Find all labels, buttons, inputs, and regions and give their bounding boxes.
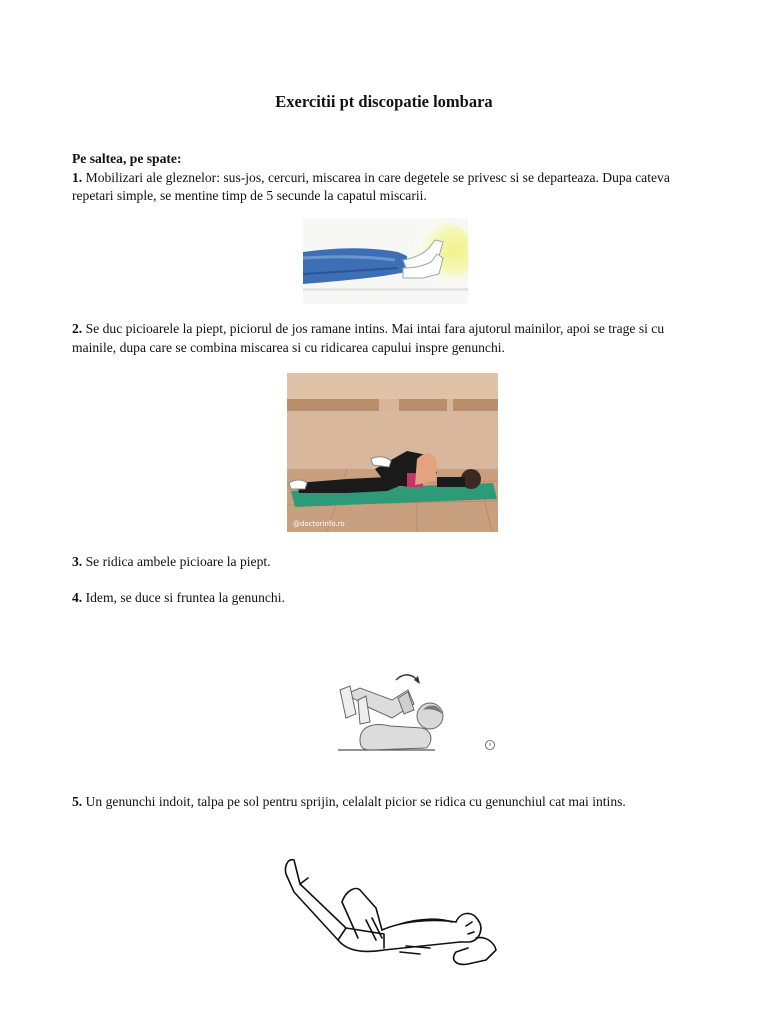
exercise-3-paragraph [72, 553, 702, 572]
exercise-2-paragraph [72, 320, 702, 357]
exercise-4-paragraph [72, 589, 702, 608]
exercise-1-text: Mobilizari ale gleznelor: sus-jos, cercuri, miscarea in care degetele se privesc si se departeaza. Dupa cateva repetari simple, se mentine timp de 5 secunde la capatul miscarii. [72, 169, 670, 203]
exercise-1-paragraph [72, 150, 702, 206]
exercise-3-number: 3. [72, 554, 83, 569]
exercise-5-text: Un genunchi indoit, talpa pe sol pentru sprijin, celalalt picior se ridica cu genunchiul cat mai intins. [85, 794, 626, 809]
exercise-2-photo [287, 373, 498, 532]
exercise-1-illustration [303, 218, 468, 304]
exercise-5-illustration [280, 856, 502, 974]
exercise-1-number: 1. [72, 169, 83, 185]
exercise-3-text: Se ridica ambele picioare la piept. [85, 554, 271, 569]
photo-watermark: @doctorinfo.ro [293, 520, 345, 528]
exercise-2-number: 2. [72, 321, 83, 336]
exercise-5-paragraph [72, 793, 702, 812]
page-title: Exercitii pt discopatie lombara [275, 92, 493, 111]
exercise-4-number: 4. [72, 590, 83, 605]
exercise-2-text: Se duc picioarele la piept, piciorul de jos ramane intins. Mai intai fara ajutorul mainilor, apoi se trage si cu mainile, dupa care se combina miscarea si cu ridicarea capului inspre genunchi. [72, 321, 665, 355]
section-heading: Pe saltea, pe spate: [72, 151, 182, 166]
exercise-4-text: Idem, se duce si fruntea la genunchi. [85, 590, 285, 605]
exercise-4-illustration [330, 670, 505, 755]
exercise-5-number: 5. [72, 794, 83, 809]
